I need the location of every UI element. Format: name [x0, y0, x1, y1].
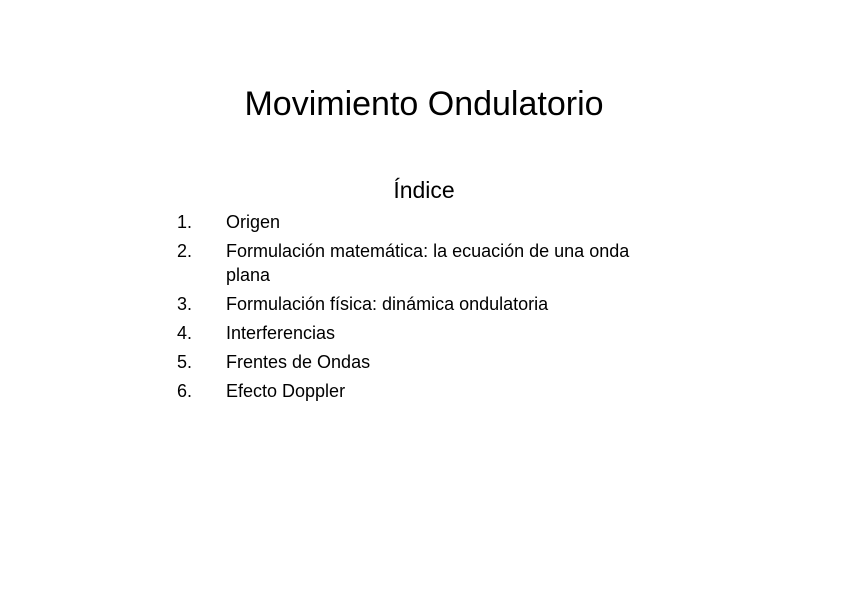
list-item	[177, 379, 647, 403]
item-number: 3.	[177, 294, 193, 314]
item-number: 2.	[177, 241, 193, 261]
page-title: Movimiento Ondulatorio	[244, 85, 604, 123]
list-item	[177, 239, 647, 287]
table-of-contents	[177, 210, 647, 408]
item-text: Frentes de Ondas	[226, 352, 371, 372]
item-number: 4.	[177, 323, 193, 343]
item-text: Interferencias	[226, 323, 336, 343]
item-text: Formulación matemática: la ecuación de una onda plana	[226, 241, 630, 285]
list-item	[177, 350, 647, 374]
item-number: 5.	[177, 352, 193, 372]
list-item	[177, 210, 647, 234]
item-number: 1.	[177, 212, 193, 232]
item-text: Efecto Doppler	[226, 381, 346, 401]
item-number: 6.	[177, 381, 193, 401]
list-item	[177, 321, 647, 345]
index-heading: Índice	[393, 177, 455, 203]
item-text: Formulación física: dinámica ondulatoria	[226, 294, 549, 314]
item-text: Origen	[226, 212, 281, 232]
list-item	[177, 292, 647, 316]
